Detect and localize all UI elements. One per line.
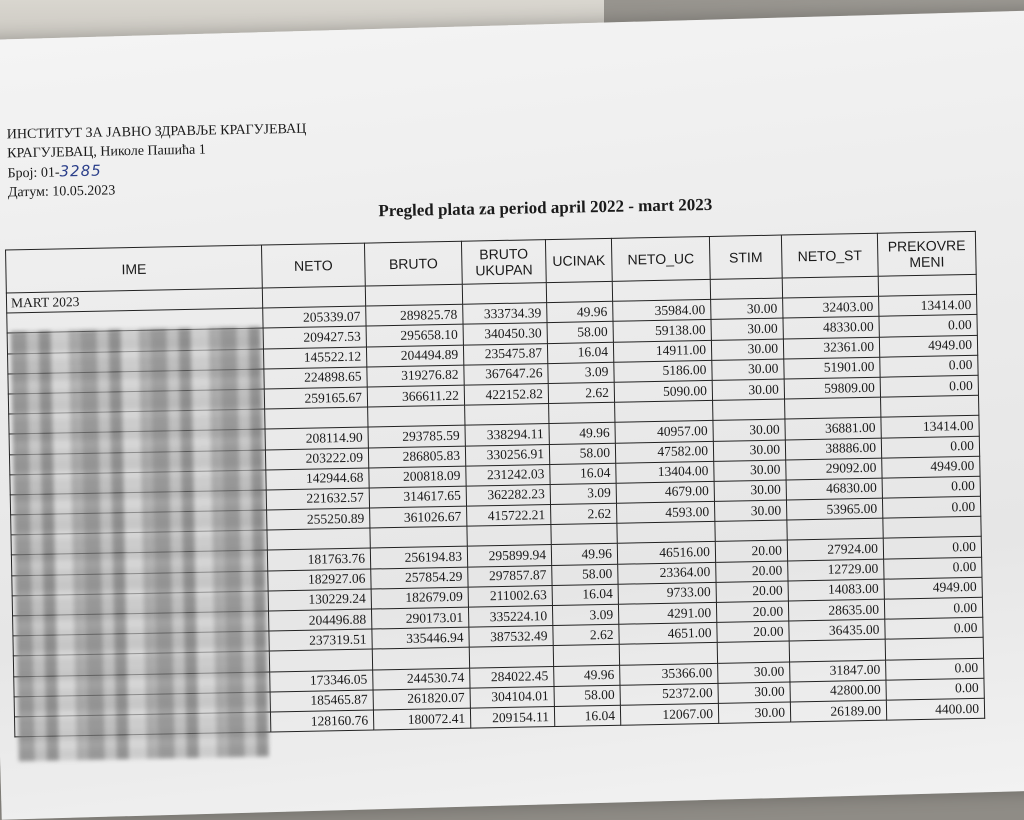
table-cell-ucinak: 58.00 bbox=[552, 564, 618, 585]
table-cell-stim: 30.00 bbox=[711, 318, 783, 340]
table-cell-ucinak: 49.96 bbox=[551, 544, 617, 565]
table-cell-stim bbox=[713, 399, 785, 421]
table-cell-neto: 182927.06 bbox=[268, 569, 371, 591]
table-cell-bruto bbox=[372, 648, 469, 670]
table-cell bbox=[546, 281, 612, 302]
table-cell-neto-st: 42800.00 bbox=[790, 680, 886, 702]
table-cell-stim: 20.00 bbox=[716, 601, 788, 623]
institution-name: ИНСТИТУТ ЗА ЈАВНО ЗДРАВЉЕ КРАГУЈЕВАЦ bbox=[6, 121, 307, 143]
table-cell-neto-uc: 4651.00 bbox=[619, 623, 717, 645]
table-cell-prekovremeni: 4949.00 bbox=[879, 335, 977, 357]
table-cell-prekovremeni: 0.00 bbox=[882, 476, 980, 498]
table-cell-neto-st: 26189.00 bbox=[790, 700, 886, 722]
table-cell-prekovremeni bbox=[881, 395, 979, 417]
table-cell-neto-st: 32361.00 bbox=[783, 337, 879, 359]
table-cell-stim: 30.00 bbox=[712, 359, 784, 381]
table-cell-neto-uc: 13404.00 bbox=[616, 461, 714, 483]
table-cell-neto: 145522.12 bbox=[263, 347, 366, 369]
table-cell-prekovremeni: 0.00 bbox=[883, 537, 981, 559]
table-cell-bruto: 182679.09 bbox=[371, 587, 468, 609]
table-cell-stim: 20.00 bbox=[715, 540, 787, 562]
table-cell-bruto-ukupan: 338294.11 bbox=[465, 424, 549, 446]
table-cell-stim: 20.00 bbox=[717, 621, 789, 643]
table-cell-stim: 30.00 bbox=[714, 460, 786, 482]
section-label: MART 2023 bbox=[6, 288, 262, 313]
table-cell-bruto-ukupan: 297857.87 bbox=[468, 565, 552, 587]
table-cell-stim: 20.00 bbox=[716, 561, 788, 583]
table-cell-neto: 130229.24 bbox=[268, 589, 371, 611]
table-cell-ucinak: 2.62 bbox=[553, 624, 619, 645]
table-cell-prekovremeni: 0.00 bbox=[886, 678, 984, 700]
table-cell-bruto-ukupan: 330256.91 bbox=[465, 444, 549, 466]
table-cell bbox=[710, 278, 782, 300]
table-cell-neto-st: 53965.00 bbox=[786, 498, 882, 520]
table-cell-bruto: 290173.01 bbox=[371, 607, 468, 629]
table-cell-stim: 30.00 bbox=[713, 419, 785, 441]
table-cell-prekovremeni: 0.00 bbox=[881, 436, 979, 458]
table-cell-neto-st: 29092.00 bbox=[786, 458, 882, 480]
table-cell-neto-uc: 14911.00 bbox=[613, 340, 711, 362]
table-cell-ucinak: 3.09 bbox=[548, 362, 614, 383]
table-cell-bruto-ukupan: 235475.87 bbox=[463, 343, 547, 365]
institution-address: КРАГУЈЕВАЦ, Николе Пашића 1 bbox=[7, 142, 206, 162]
table-cell-ucinak: 49.96 bbox=[547, 302, 613, 323]
report-title: Pregled plata za period april 2022 - mart 2023 bbox=[378, 194, 713, 221]
document-date: Датум: 10.05.2023 bbox=[7, 183, 116, 201]
table-cell-neto-st: 51901.00 bbox=[784, 357, 880, 379]
table-cell-bruto bbox=[368, 405, 465, 427]
redacted-names bbox=[11, 327, 269, 762]
table-cell-neto: 259165.67 bbox=[264, 387, 367, 409]
table-cell-bruto: 200818.09 bbox=[369, 466, 466, 488]
table-cell-stim bbox=[717, 641, 789, 663]
table-cell-bruto: 335446.94 bbox=[372, 627, 469, 649]
column-header-prekovremeni: PREKOVRE MENI bbox=[877, 231, 976, 276]
table-cell-neto-st: 32403.00 bbox=[783, 296, 879, 318]
table-cell-stim: 20.00 bbox=[716, 581, 788, 603]
column-header-bruto-ukupan: BRUTO UKUPAN bbox=[461, 240, 546, 285]
table-cell-neto-uc bbox=[619, 643, 717, 665]
table-cell-bruto: 293785.59 bbox=[368, 425, 465, 447]
table-cell-neto: 205339.07 bbox=[263, 306, 366, 328]
table-cell-prekovremeni: 0.00 bbox=[880, 375, 978, 397]
table-cell-bruto: 204494.89 bbox=[366, 345, 463, 367]
table-cell-ucinak: 16.04 bbox=[552, 584, 618, 605]
table-cell-neto-uc: 47582.00 bbox=[615, 441, 713, 463]
table-cell-neto-uc: 59138.00 bbox=[613, 320, 711, 342]
table-cell-bruto-ukupan: 340450.30 bbox=[463, 323, 547, 345]
table-cell-neto-st: 12729.00 bbox=[788, 559, 884, 581]
table-cell-bruto: 244530.74 bbox=[373, 668, 470, 690]
table-cell-stim: 30.00 bbox=[713, 440, 785, 462]
column-header-neto-st: NETO_ST bbox=[781, 233, 878, 278]
table-cell-bruto: 295658.10 bbox=[366, 325, 463, 347]
table-cell-bruto-ukupan: 367647.26 bbox=[464, 363, 548, 385]
table-cell-bruto-ukupan: 333734.39 bbox=[463, 303, 547, 325]
table-cell-neto-uc: 35984.00 bbox=[613, 300, 711, 322]
table-cell-neto: 224898.65 bbox=[264, 367, 367, 389]
table-cell-neto-st: 59809.00 bbox=[784, 377, 880, 399]
table-cell-bruto-ukupan: 284022.45 bbox=[470, 666, 554, 688]
table-cell-stim: 30.00 bbox=[712, 379, 784, 401]
table-cell-stim: 30.00 bbox=[718, 662, 790, 684]
table-cell-prekovremeni: 13414.00 bbox=[879, 295, 977, 317]
table-cell-neto bbox=[267, 528, 370, 550]
table-cell-prekovremeni: 0.00 bbox=[885, 617, 983, 639]
table-cell-bruto: 366611.22 bbox=[367, 385, 464, 407]
table-cell-bruto-ukupan: 295899.94 bbox=[467, 545, 551, 567]
table-cell-neto bbox=[269, 649, 372, 671]
table-cell-bruto: 180072.41 bbox=[373, 708, 470, 730]
table-cell-neto-st: 14083.00 bbox=[788, 579, 884, 601]
column-header-neto-uc: NETO_UC bbox=[611, 236, 710, 281]
table-cell-stim: 30.00 bbox=[714, 480, 786, 502]
table-cell-ucinak bbox=[551, 524, 617, 545]
table-cell-ucinak: 58.00 bbox=[547, 322, 613, 343]
table-cell-ucinak: 16.04 bbox=[554, 705, 620, 726]
table-cell-neto: 128160.76 bbox=[270, 710, 373, 732]
table-cell-ucinak: 16.04 bbox=[547, 342, 613, 363]
table-cell-bruto: 261820.07 bbox=[373, 688, 470, 710]
table-cell-ucinak: 3.09 bbox=[552, 604, 618, 625]
table-cell-bruto-ukupan: 335224.10 bbox=[468, 606, 552, 628]
table-cell-neto: 204496.88 bbox=[269, 609, 372, 631]
table-cell-bruto-ukupan: 415722.21 bbox=[467, 505, 551, 527]
table-cell-neto: 208114.90 bbox=[265, 427, 368, 449]
document-number-label: Број: 01- bbox=[7, 165, 60, 182]
table-cell-prekovremeni: 0.00 bbox=[882, 496, 980, 518]
table-cell-neto-st: 36435.00 bbox=[789, 619, 885, 641]
table-cell-prekovremeni: 0.00 bbox=[886, 658, 984, 680]
table-cell-bruto-ukupan: 422152.82 bbox=[464, 384, 548, 406]
table-cell-stim: 30.00 bbox=[718, 702, 790, 724]
table-cell-bruto-ukupan: 387532.49 bbox=[469, 626, 553, 648]
table-cell-stim: 30.00 bbox=[718, 682, 790, 704]
table-cell-bruto bbox=[370, 526, 467, 548]
table-cell-prekovremeni: 0.00 bbox=[879, 315, 977, 337]
table-cell-neto-uc bbox=[615, 401, 713, 423]
table-cell bbox=[462, 283, 546, 305]
table-cell-ucinak: 49.96 bbox=[554, 665, 620, 686]
table-cell-neto-st: 28635.00 bbox=[788, 599, 884, 621]
table-cell bbox=[878, 274, 976, 296]
table-cell bbox=[365, 284, 462, 306]
table-cell-stim: 30.00 bbox=[714, 500, 786, 522]
table-cell-neto-uc: 52372.00 bbox=[620, 683, 718, 705]
table-cell-neto-st bbox=[787, 518, 883, 540]
table-cell-bruto-ukupan bbox=[465, 404, 549, 426]
table-cell-neto-uc: 5090.00 bbox=[614, 380, 712, 402]
table-cell-prekovremeni: 0.00 bbox=[884, 597, 982, 619]
table-cell-neto-st: 46830.00 bbox=[786, 478, 882, 500]
table-cell-neto-uc: 23364.00 bbox=[618, 562, 716, 584]
table-cell-neto-uc: 4679.00 bbox=[616, 481, 714, 503]
table-cell-neto: 142944.68 bbox=[266, 468, 369, 490]
document-number-handwritten: 3285 bbox=[59, 161, 102, 181]
table-cell-bruto: 286805.83 bbox=[368, 446, 465, 468]
table-cell-prekovremeni: 4949.00 bbox=[884, 577, 982, 599]
table-cell-neto-st bbox=[789, 640, 885, 662]
table-cell-neto-uc: 4593.00 bbox=[617, 501, 715, 523]
table-cell-bruto-ukupan: 211002.63 bbox=[468, 585, 552, 607]
table-cell-neto-st: 48330.00 bbox=[783, 317, 879, 339]
table-cell-neto-uc: 35366.00 bbox=[620, 663, 718, 685]
table-cell-bruto-ukupan: 209154.11 bbox=[470, 706, 554, 728]
document-header bbox=[7, 120, 308, 203]
table-cell-neto-st: 27924.00 bbox=[787, 539, 883, 561]
table-cell-neto-st: 36881.00 bbox=[785, 418, 881, 440]
table-cell bbox=[782, 276, 878, 298]
table-cell-ucinak: 3.09 bbox=[550, 483, 616, 504]
table-cell-bruto: 257854.29 bbox=[371, 567, 468, 589]
table-cell-ucinak: 2.62 bbox=[548, 382, 614, 403]
table-cell-prekovremeni: 4949.00 bbox=[882, 456, 980, 478]
table-cell-bruto: 314617.65 bbox=[369, 486, 466, 508]
table-cell-prekovremeni: 0.00 bbox=[880, 355, 978, 377]
table-cell-neto-st: 31847.00 bbox=[790, 660, 886, 682]
table-cell-stim: 30.00 bbox=[711, 298, 783, 320]
table-cell-ucinak: 16.04 bbox=[550, 463, 616, 484]
table-cell-prekovremeni bbox=[885, 638, 983, 660]
column-header-stim: STIM bbox=[709, 235, 782, 279]
table-cell-bruto-ukupan: 304104.01 bbox=[470, 686, 554, 708]
table-cell-neto: 173346.05 bbox=[270, 670, 373, 692]
table-cell-bruto: 256194.83 bbox=[370, 547, 467, 569]
table-cell-bruto: 319276.82 bbox=[367, 365, 464, 387]
table-cell-stim bbox=[715, 520, 787, 542]
table-cell-neto bbox=[265, 407, 368, 429]
table-cell-ucinak: 2.62 bbox=[551, 503, 617, 524]
table-cell-neto: 221632.57 bbox=[266, 488, 369, 510]
table-cell-neto: 203222.09 bbox=[265, 448, 368, 470]
table-cell-ucinak: 58.00 bbox=[554, 685, 620, 706]
table-cell-prekovremeni: 13414.00 bbox=[881, 416, 979, 438]
table-cell-bruto: 361026.67 bbox=[370, 506, 467, 528]
table-cell-bruto-ukupan: 362282.23 bbox=[466, 484, 550, 506]
table-cell-neto-uc: 5186.00 bbox=[614, 360, 712, 382]
column-header-ucinak: UCINAK bbox=[545, 238, 612, 282]
table-cell-neto-uc bbox=[617, 522, 715, 544]
table-cell-bruto-ukupan: 231242.03 bbox=[466, 464, 550, 486]
table-cell-ucinak bbox=[553, 645, 619, 666]
table-cell-prekovremeni: 0.00 bbox=[884, 557, 982, 579]
column-header-bruto: BRUTO bbox=[364, 241, 462, 286]
table-cell bbox=[262, 286, 365, 308]
table-cell-bruto: 289825.78 bbox=[366, 304, 463, 326]
table-cell-prekovremeni: 4400.00 bbox=[886, 698, 984, 720]
column-header-ime: IME bbox=[6, 245, 263, 293]
table-cell-neto: 255250.89 bbox=[267, 508, 370, 530]
column-header-neto: NETO bbox=[261, 243, 365, 288]
table-cell-neto-uc: 46516.00 bbox=[617, 542, 715, 564]
table-cell-stim: 30.00 bbox=[711, 339, 783, 361]
table-cell-neto-uc: 9733.00 bbox=[618, 582, 716, 604]
table-cell-neto: 237319.51 bbox=[269, 629, 372, 651]
table-cell-ucinak: 58.00 bbox=[549, 443, 615, 464]
table-cell bbox=[612, 279, 710, 301]
table-cell-neto-st: 38886.00 bbox=[785, 438, 881, 460]
table-cell-neto-uc: 40957.00 bbox=[615, 421, 713, 443]
table-cell-neto: 185465.87 bbox=[270, 690, 373, 712]
table-cell-neto-uc: 12067.00 bbox=[620, 703, 718, 725]
table-cell-neto-uc: 4291.00 bbox=[618, 602, 716, 624]
table-cell-neto: 209427.53 bbox=[263, 326, 366, 348]
table-cell-bruto-ukupan bbox=[467, 525, 551, 547]
table-cell-ucinak bbox=[549, 402, 615, 423]
table-cell-neto-st bbox=[785, 397, 881, 419]
table-cell-neto: 181763.76 bbox=[267, 548, 370, 570]
table-cell-prekovremeni bbox=[883, 517, 981, 539]
table-cell-ucinak: 49.96 bbox=[549, 423, 615, 444]
table-cell-bruto-ukupan bbox=[469, 646, 553, 668]
